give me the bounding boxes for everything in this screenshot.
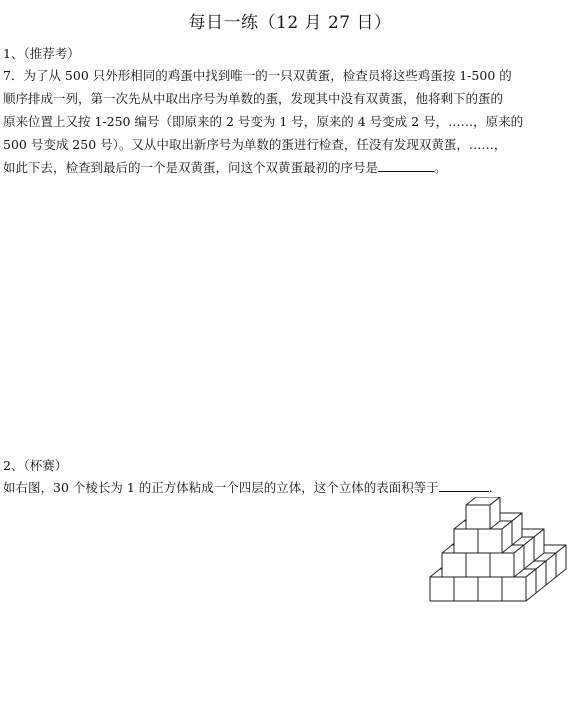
question-1-line-2: 顺序排成一列，第一次先从中取出序号为单数的蛋，发现其中没有双黄蛋，他将剩下的蛋的 [3, 91, 504, 106]
question-2-heading: 2、（杯赛） [3, 458, 68, 473]
question-2-answer-blank[interactable] [439, 479, 489, 492]
question-1-answer-blank[interactable] [378, 159, 434, 172]
question-2-body [3, 476, 575, 499]
cube-face [478, 577, 502, 601]
cube-face [430, 577, 454, 601]
question-1-heading: 1、（推荐考） [3, 46, 80, 61]
page-title: 每日一练（12 月 27 日） [188, 13, 392, 33]
cube-face [454, 529, 478, 553]
cube-face [502, 577, 526, 601]
question-1-line-5-text: 如此下去，检查到最后的一个是双黄蛋，问这个双黄蛋最初的序号是 [3, 160, 379, 175]
cube-face [454, 577, 478, 601]
question-1-body [3, 64, 575, 179]
question-2-line-1-text: 如右图，30 个棱长为 1 的正方体粘成一个四层的立体，这个立体的表面积等于 [3, 480, 439, 495]
question-1-line-1: 7．为了从 500 只外形相同的鸡蛋中找到唯一的一只双黄蛋，检查员将这些鸡蛋按 1-500 的 [3, 68, 512, 83]
question-2-end-mark: . [488, 480, 493, 495]
cube-face [490, 553, 514, 577]
cube-pyramid-figure [420, 497, 570, 625]
question-1-line-4: 500 号变成 250 号）。又从中取出新序号为单数的蛋进行检查，任没有发现双黄蛋，……， [3, 137, 507, 152]
question-1-line-5 [3, 156, 575, 179]
question-2-line-1 [3, 476, 575, 499]
cube-face [478, 529, 502, 553]
question-1-line-3: 原来位置上又按 1-250 编号（即原来的 2 号变为 1 号，原来的 4 号变成 2 号，……，原来的 [3, 114, 524, 129]
cube-face [466, 505, 490, 529]
cube-face [442, 553, 466, 577]
cube-face [466, 553, 490, 577]
question-1-end-mark: 。 [434, 160, 447, 175]
